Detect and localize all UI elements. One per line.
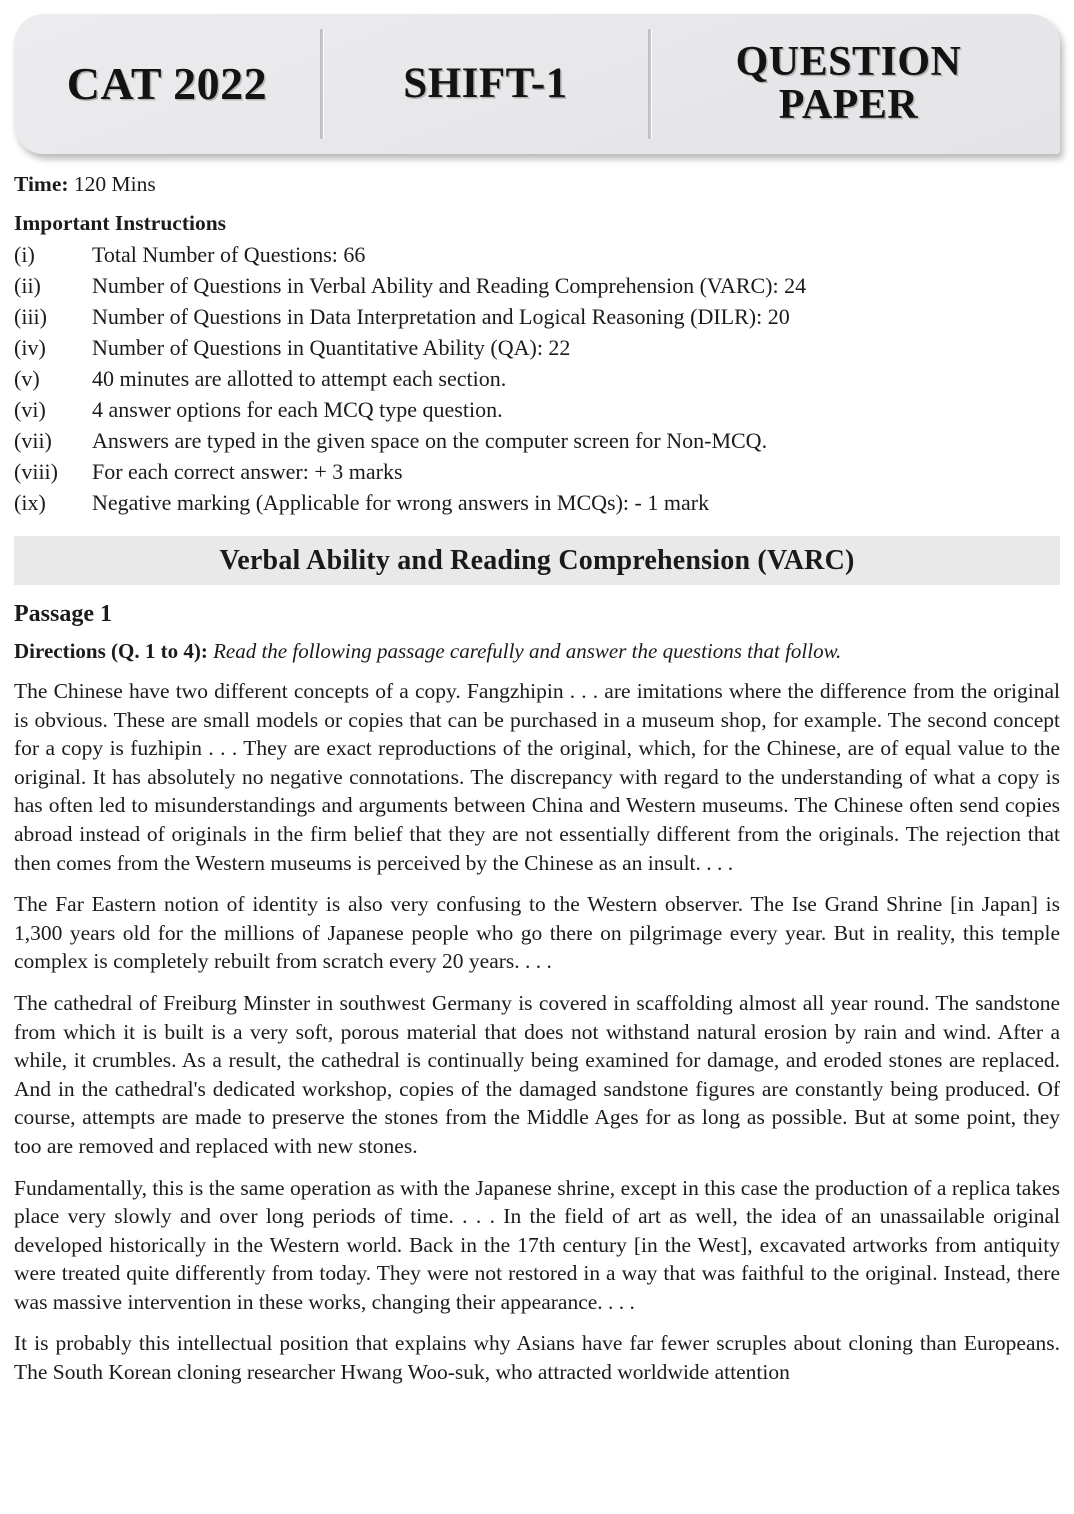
passage-paragraph: The cathedral of Freiburg Minster in southwest Germany is covered in scaffolding almost all year round. The sandstone from which it is built is a very soft, porous material that does not withstand natural erosion by rain and wind. After a while, it crumbles. As a result, the cathedral is continually being examined for damage, and eroded stones are replaced. And in the cathedral's dedicated workshop, copies of the damaged sandstone figures are constantly being produced. Of course, attempts are made to preserve the stones from the Middle Ages for as long as possible. But at some point, they too are removed and replaced with new stones. <box>14 990 1060 1158</box>
instruction-number: (v) <box>14 366 40 391</box>
directions-text: Read the following passage carefully and answer the questions that follow. <box>213 639 842 663</box>
exam-header-banner <box>14 14 1060 154</box>
document-type-line-2: PAPER <box>778 82 919 128</box>
instruction-text: Negative marking (Applicable for wrong answers in MCQs): - 1 mark <box>92 490 710 515</box>
instructions-heading: Important Instructions <box>14 210 227 235</box>
instruction-item <box>14 430 1060 452</box>
instruction-item <box>14 492 1060 514</box>
instruction-text: Number of Questions in Quantitative Ability (QA): 22 <box>92 335 571 360</box>
instruction-number: (i) <box>14 242 35 267</box>
time-line <box>14 174 1060 196</box>
section-title: Verbal Ability and Reading Comprehension (VARC) <box>219 544 855 576</box>
exam-name-cell <box>14 14 320 154</box>
instruction-number: (vi) <box>14 397 46 422</box>
instruction-item <box>14 306 1060 328</box>
passage-paragraph: The Far Eastern notion of identity is also very confusing to the Western observer. The Ise Grand Shrine [in Japan] is 1,300 years old for the millions of Japanese people who go there on pilgrimage every year. But in reality, this temple complex is completely rebuilt from scratch every 20 years. . . . <box>14 892 1060 974</box>
instruction-text: 40 minutes are allotted to attempt each section. <box>92 366 507 391</box>
instruction-text: Number of Questions in Verbal Ability and Reading Comprehension (VARC): 24 <box>92 273 807 298</box>
shift-cell <box>323 14 648 154</box>
instructions-list <box>14 244 1060 514</box>
instruction-item <box>14 461 1060 483</box>
instruction-text: Number of Questions in Data Interpretation and Logical Reasoning (DILR): 20 <box>92 304 790 329</box>
passage-paragraph: Fundamentally, this is the same operation as with the Japanese shrine, except in this case the production of a replica takes place very slowly and over long periods of time. . . . In the field of art as well, the idea of an unassailable original developed historically in the Western world. Back in the 17th century [in the West], excavated artworks from antiquity were treated quite differently from today. They were not restored in a way that was faithful to the original. Instead, there was massive intervention in these works, changing their appearance. . . . <box>14 1175 1060 1314</box>
instruction-item <box>14 244 1060 266</box>
passage-paragraph: It is probably this intellectual position that explains why Asians have far fewer scruples about cloning than Europeans. The South Korean cloning researcher Hwang Woo-suk, who attracted worldwide attention <box>14 1331 1060 1385</box>
instruction-item <box>14 399 1060 421</box>
directions-label: Directions (Q. 1 to 4): <box>14 639 208 663</box>
exam-meta-block <box>14 174 1060 514</box>
instruction-text: Answers are typed in the given space on the computer screen for Non-MCQ. <box>92 428 768 453</box>
instruction-text: For each correct answer: + 3 marks <box>92 459 403 484</box>
directions-line <box>14 639 1060 664</box>
instruction-number: (vii) <box>14 428 52 453</box>
instruction-number: (ii) <box>14 273 41 298</box>
time-value: 120 Mins <box>73 172 156 196</box>
instruction-number: (viii) <box>14 459 58 484</box>
document-type <box>736 41 962 127</box>
passage-heading: Passage 1 <box>14 601 112 627</box>
instruction-item <box>14 368 1060 390</box>
question-paper-page <box>0 14 1074 1514</box>
instruction-number: (iv) <box>14 335 46 360</box>
instruction-text: 4 answer options for each MCQ type question. <box>92 397 503 422</box>
instruction-number: (ix) <box>14 490 46 515</box>
section-header-varc <box>14 536 1060 585</box>
time-label: Time: <box>14 172 69 196</box>
instruction-item <box>14 275 1060 297</box>
instruction-text: Total Number of Questions: 66 <box>92 242 366 267</box>
document-type-cell <box>651 14 1046 154</box>
document-type-line-1: QUESTION <box>735 39 962 86</box>
instruction-item <box>14 337 1060 359</box>
exam-name: CAT 2022 <box>66 57 268 109</box>
passage-paragraph: The Chinese have two different concepts of a copy. Fangzhipin . . . are imitations where the difference from the original is obvious. These are small models or copies that can be purchased in a museum shop, for example. The second concept for a copy is fuzhipin . . . They are exact reproductions of the original, which, for the Chinese, are of equal value to the original. It has absolutely no negative connotations. The discrepancy with regard to the understanding of what a copy is has often led to misunderstandings and arguments between China and Western museums. The Chinese often send copies abroad instead of originals in the firm belief that they are not essentially different from the originals. The rejection that then comes from the Western museums is perceived by the Chinese as an insult. . . . <box>14 679 1060 875</box>
instruction-number: (iii) <box>14 304 47 329</box>
shift-label: SHIFT-1 <box>403 60 568 108</box>
